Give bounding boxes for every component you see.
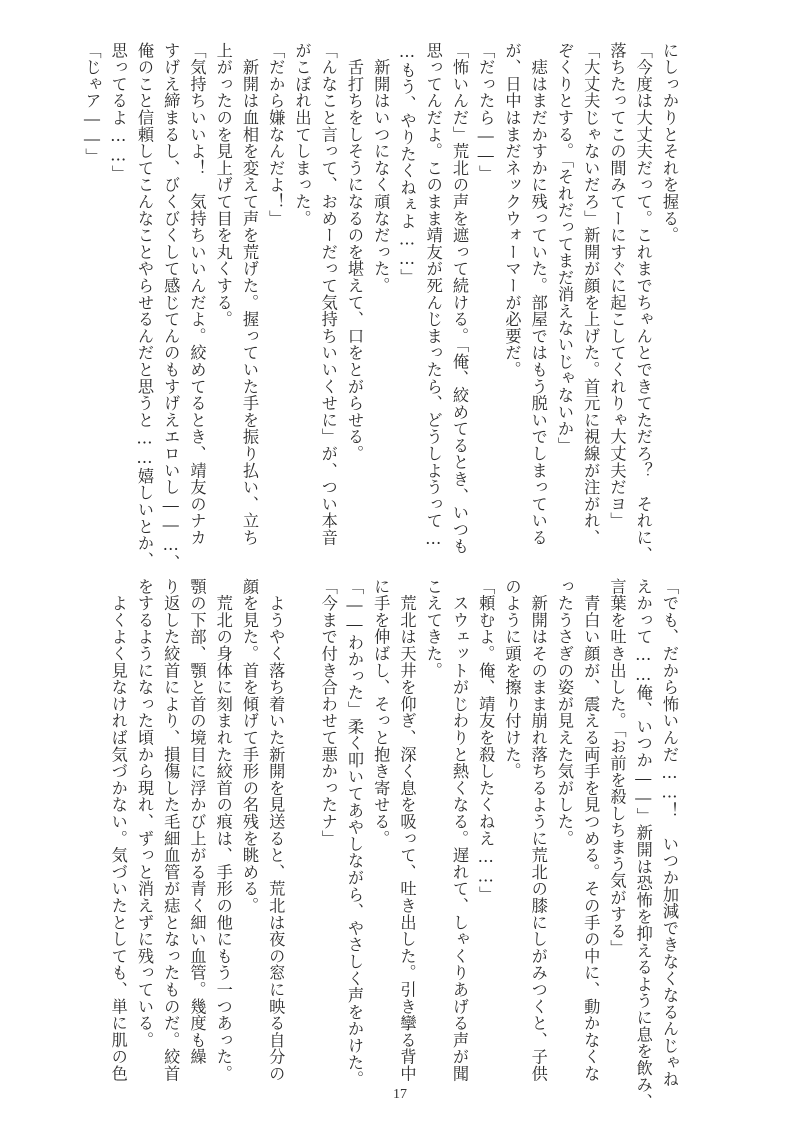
- page-number: 17: [393, 1087, 407, 1102]
- text-line: のように頭を擦り付けた。: [502, 578, 522, 780]
- upper-text-block: [82, 42, 682, 572]
- text-line: 言葉を吐き出した。「お前を殺しちまう気がする」: [607, 578, 627, 957]
- text-line: ったうさぎの姿が見えた気がした。: [555, 578, 574, 847]
- text-line: 荒北は天井を仰ぎ、深く息を吸って、吐き出した。引き攣る背中: [397, 578, 417, 1082]
- text-line: に手を伸ばし、そっと抱き寄せる。: [371, 578, 391, 847]
- text-line: こえてきた。: [423, 578, 443, 679]
- text-line: 「怖いんだ」荒北の声を遮って続ける。「俺、絞めてるとき、いつも: [450, 42, 469, 555]
- blank-line: [288, 578, 314, 1098]
- lower-text-block: [108, 578, 682, 1110]
- text-line: 思ってるよ……」: [108, 42, 128, 182]
- text-line: 新開はそのまま崩れ落ちるように荒北の膝にしがみつくと、子供: [528, 578, 548, 1082]
- text-line: 新開はいつになく頑なだった。: [371, 42, 391, 294]
- text-line: 「――わかった」柔く叩いてあやしながら、やさしく声をかけた。: [345, 578, 364, 1088]
- text-line: 俺のこと信頼してこんなことやらせるんだと思うと……嬉しいとか、: [135, 42, 154, 569]
- text-line: 舌打ちをしそうになるのを堪えて、口をとがらせる。: [345, 42, 364, 462]
- text-line: り返した絞首により、損傷した毛細血管が痣となったものだ。絞首: [161, 578, 181, 1082]
- text-line: 「気持ちいいよ！ 気持ちいいんだよ。絞めてるとき、靖友のナカ: [187, 42, 207, 546]
- text-line: ようやく落ち着いた新開を見送ると、荒北は夜の窓に映る自分の: [266, 578, 286, 1082]
- text-line: 「だから嫌なんだよ！」: [266, 42, 286, 227]
- text-line: 「でも、だから怖いんだ……！ いつか加減できなくなるんじゃね: [660, 578, 679, 1088]
- text-line: 落ちたってこの間みてーにすぐに起こしてくれりゃ大丈夫だヨ」: [607, 42, 627, 530]
- text-line: 顔を見た。首を傾げて手形の名残を眺める。: [240, 578, 259, 914]
- text-line: 「今度は大丈夫だって。これまでちゃんとできてただろ？ それに、: [633, 42, 653, 563]
- text-line: がこぼれ出てしまった。: [292, 42, 312, 227]
- text-line: をするようになった頃から現れ、ずっと消えずに残っている。: [135, 578, 154, 1049]
- text-line: 痣はまだかすかに残っていた。部屋ではもう脱いでしまっている: [528, 42, 548, 546]
- text-line: 青白い顔が、震える両手を見つめる。その手の中に、動かなくな: [581, 578, 601, 1082]
- text-line: 「大丈夫じゃないだろ」新開が顔を上げた。首元に視線が注がれ、: [581, 42, 601, 546]
- text-line: 「だったら――」: [476, 42, 496, 182]
- text-line: 「じゃア――」: [82, 42, 102, 166]
- text-line: 「頼むよ。俺、靖友を殺したくねえ……」: [476, 578, 496, 903]
- text-line: 顎の下部、顎と首の境目に浮かび上がる青く細い血管。幾度も繰: [187, 578, 207, 1066]
- text-line: すげえ締まるし、びくびくして感じてんのもすげえエロいし――…、: [161, 42, 181, 572]
- text-line: が、日中はまだネックウォーマーが必要だ。: [502, 42, 522, 378]
- text-line: よくよく見なければ気づかない。気づいたとしても、単に肌の色: [108, 578, 128, 1082]
- text-line: 「んなこと言って、おめーだって気持ちいいくせに」が、つい本音: [318, 42, 338, 546]
- text-line: 上がったのを見上げて目を丸くする。: [213, 42, 233, 328]
- text-line: 「今まで付き合わせて悪かったナ」: [318, 578, 338, 847]
- text-line: にしっかりとそれを握る。: [660, 42, 679, 244]
- text-line: 荒北の身体に刻まれた絞首の痕は、手形の他にもう一つあった。: [213, 578, 233, 1082]
- text-line: ぞくりとする。「それだってまだ消えないじゃないか」: [555, 42, 574, 454]
- text-line: スウェットがじわりと熱くなる。遅れて、しゃくりあげる声が聞: [450, 578, 469, 1082]
- text-line: えかって……俺、いつか――」新開は恐怖を抑えるように息を飲み、: [633, 578, 653, 1110]
- text-line: …もう、やりたくねぇよ……」: [397, 42, 417, 286]
- text-line: 思ってんだよ。このまま靖友が死んじまったら、どうしようって…: [423, 42, 443, 549]
- text-line: 新開は血相を変えて声を荒げた。握っていた手を振り払い、立ち: [240, 42, 259, 546]
